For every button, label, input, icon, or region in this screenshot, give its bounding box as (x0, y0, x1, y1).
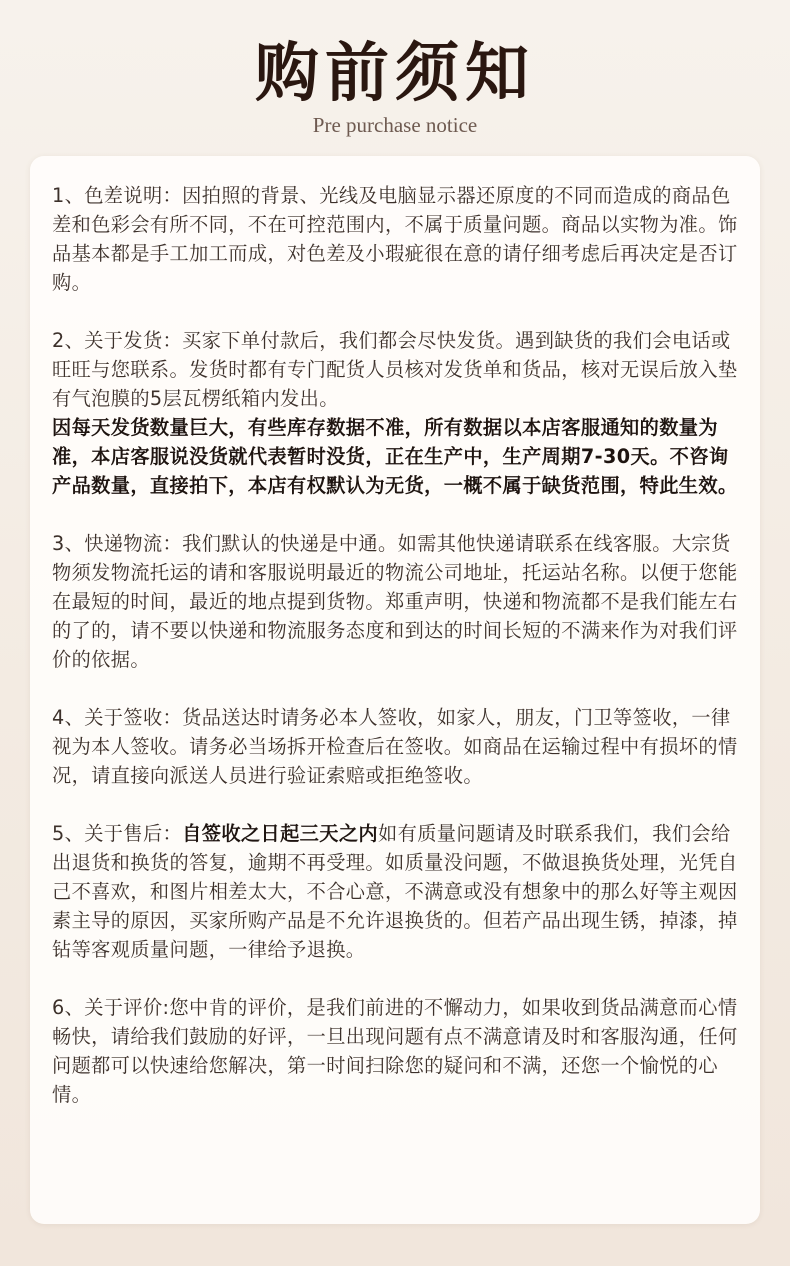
section-color-difference (52, 181, 742, 297)
section-courier (52, 529, 742, 674)
section-bold-notice: 因每天发货数量巨大，有些库存数据不准，所有数据以本店客服通知的数量为准，本店客服说没货就代表暂时没货，正在生产中，生产周期7-30天。不咨询产品数量，直接拍下，本店有权默认为无货，一概不属于缺货范围，特此生效。 (52, 416, 738, 497)
notice-card (30, 156, 760, 1224)
page-header (0, 0, 790, 150)
section-text (52, 819, 742, 964)
page-title: 购前须知 (255, 36, 535, 111)
section-rest: 如有质量问题请及时联系我们，我们会给出退货和换货的答复，逾期不再受理。如质量没问题，不做退换货处理，光凭自己不喜欢，和图片相差太大，不合心意，不满意或没有想象中的那么好等主观因素主导的原因，买家所购产品是不允许退换货的。但若产品出现生锈，掉漆，掉钻等客观质量问题，一律给予退换。 (52, 822, 738, 961)
section-text: 1、色差说明：因拍照的背景、光线及电脑显示器还原度的不同而造成的商品色差和色彩会有所不同，不在可控范围内，不属于质量问题。商品以实物为准。饰品基本都是手工加工而成，对色差及小瑕疵很在意的请仔细考虑后再决定是否订购。 (52, 184, 738, 294)
section-text: 2、关于发货：买家下单付款后，我们都会尽快发货。遇到缺货的我们会电话或旺旺与您联系。发货时都有专门配货人员核对发货单和货品，核对无误后放入垫有气泡膜的5层瓦楞纸箱内发出。 (52, 329, 738, 410)
section-text: 4、关于签收：货品送达时请务必本人签收，如家人，朋友，门卫等签收，一律视为本人签收。请务必当场拆开检查后在签收。如商品在运输过程中有损坏的情况，请直接向派送人员进行验证索赔或拒绝签收。 (52, 706, 738, 787)
section-prefix: 5、关于售后： (52, 822, 183, 845)
section-signing (52, 703, 742, 790)
section-after-sales (52, 819, 742, 964)
section-shipping (52, 326, 742, 500)
page-subtitle: Pre purchase notice (312, 113, 478, 137)
notice-content (52, 181, 742, 1138)
section-text: 6、关于评价:您中肯的评价，是我们前进的不懈动力，如果收到货品满意而心情畅快，请给我们鼓励的好评，一旦出现问题有点不满意请及时和客服沟通，任何问题都可以快速给您解决，第一时间扫除您的疑问和不满，还您一个愉悦的心情。 (52, 996, 738, 1106)
section-reviews (52, 993, 742, 1109)
section-bold-notice: 自签收之日起三天之内 (182, 822, 379, 845)
section-text: 3、快递物流：我们默认的快递是中通。如需其他快递请联系在线客服。大宗货物须发物流托运的请和客服说明最近的物流公司地址，托运站名称。以便于您能在最短的时间，最近的地点提到货物。郑重声明，快递和物流都不是我们能左右的了的，请不要以快递和物流服务态度和到达的时间长短的不满来作为对我们评价的依据。 (52, 532, 738, 671)
